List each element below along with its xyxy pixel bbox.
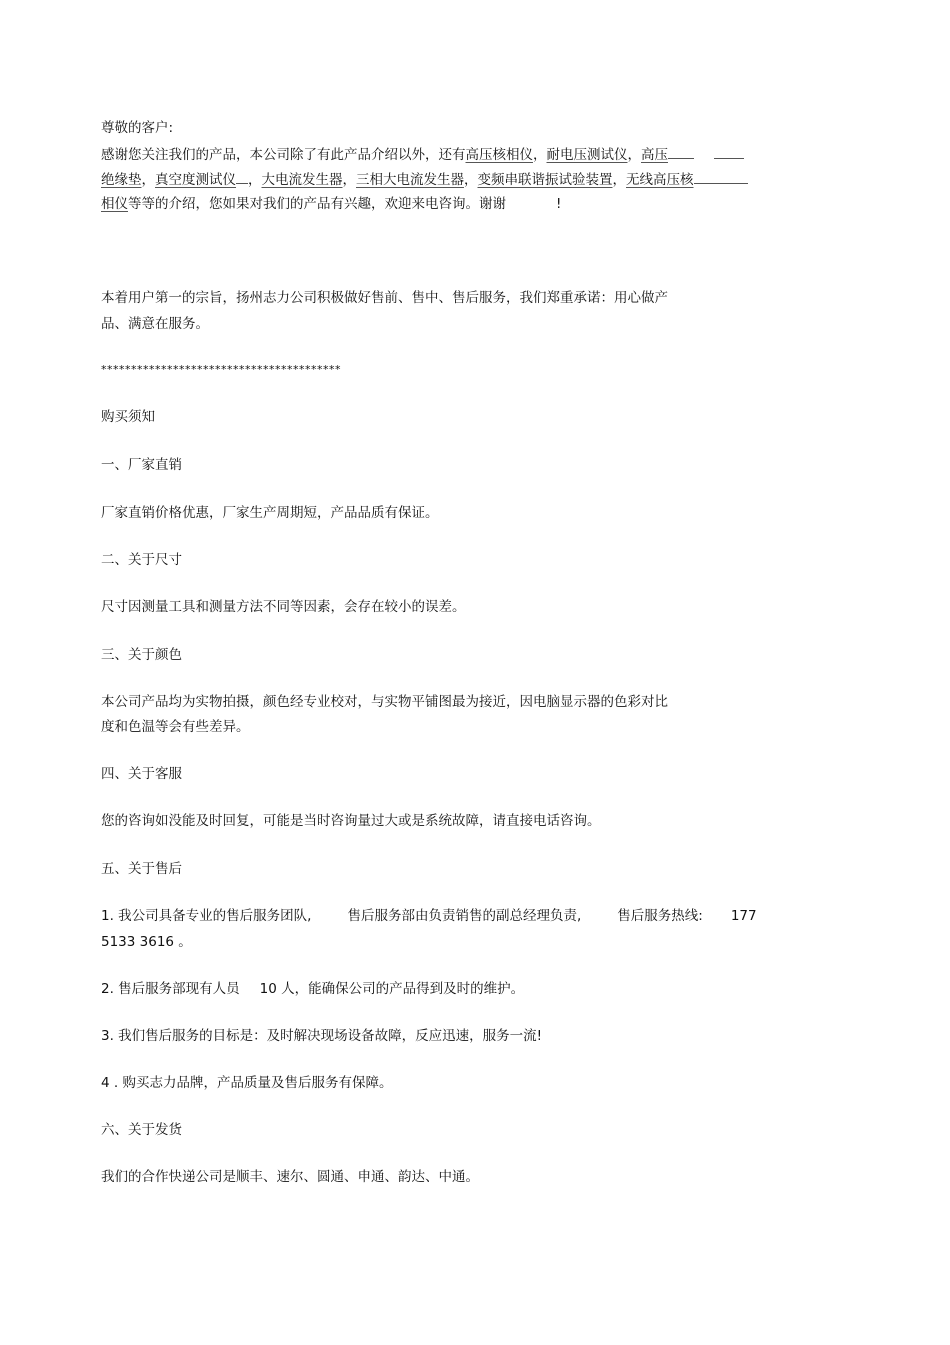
aftersales-item-2 <box>101 979 524 999</box>
section-heading: 六、关于发货 <box>101 1122 182 1138</box>
section-body: 我们的合作快递公司是顺丰、速尔、圆通、申通、韵达、中通。 <box>101 1169 479 1185</box>
aftersales-item-1 <box>101 906 757 926</box>
aftersales-item-4: 4 . 购买志力品牌，产品质量及售后服务有保障。 <box>101 1075 393 1091</box>
blank-underline <box>694 169 748 184</box>
intro-text: 等等的介绍，您如果对我们的产品有兴趣，欢迎来电咨询。谢谢 <box>128 196 506 212</box>
aftersales-text: 售后服务部由负责销售的副总经理负责, <box>347 908 582 924</box>
intro-text: 感谢您关注我们的产品，本公司除了有此产品介绍以外，还有 <box>101 147 466 163</box>
aftersales-text: 10 人，能确保公司的产品得到及时的维护。 <box>259 981 525 997</box>
product-link[interactable]: 耐电压测试仪 <box>546 147 628 163</box>
section-heading: 一、厂家直销 <box>101 457 182 473</box>
product-link[interactable]: 真空度测试仪 <box>155 172 236 188</box>
intro-line-3 <box>101 194 561 214</box>
hotline-number: 177 <box>730 908 757 924</box>
intro-text: ， <box>141 172 155 188</box>
section-body: 本公司产品均为实物拍摄，颜色经专业校对，与实物平铺图最为接近，因电脑显示器的色彩对比 <box>101 694 668 710</box>
section-body: 度和色温等会有些差异。 <box>101 719 250 735</box>
aftersales-item-3: 3. 我们售后服务的目标是：及时解决现场设备故障，反应迅速，服务一流! <box>101 1028 543 1044</box>
intro-text: ! <box>556 196 562 212</box>
intro-text: ， <box>464 172 478 188</box>
product-link[interactable]: 三相大电流发生器 <box>356 172 464 188</box>
blank-underline <box>236 169 248 184</box>
intro-text: ， <box>627 147 641 163</box>
intro-text: ， <box>248 172 262 188</box>
section-body: 厂家直销价格优惠，厂家生产周期短，产品品质有保证。 <box>101 505 439 521</box>
commitment-line-1: 本着用户第一的宗旨，扬州志力公司积极做好售前、售中、售后服务，我们郑重承诺：用心做产 <box>101 290 668 306</box>
product-link[interactable]: 相仪 <box>101 196 128 212</box>
section-heading: 三、关于颜色 <box>101 647 182 663</box>
product-link[interactable]: 大电流发生器 <box>261 172 343 188</box>
aftersales-text: 2. 售后服务部现有人员 <box>101 981 240 997</box>
aftersales-text: 售后服务热线: <box>617 908 703 924</box>
intro-text: ， <box>342 172 356 188</box>
section-heading: 四、关于客服 <box>101 766 182 782</box>
notice-title: 购买须知 <box>101 409 155 425</box>
section-heading: 二、关于尺寸 <box>101 552 182 568</box>
section-body: 您的咨询如没能及时回复，可能是当时咨询量过大或是系统故障，请直接电话咨询。 <box>101 813 601 829</box>
aftersales-text: 1. 我公司具备专业的售后服务团队, <box>101 908 312 924</box>
intro-text: ， <box>533 147 547 163</box>
intro-text: ， <box>612 172 626 188</box>
blank-underline <box>668 144 694 159</box>
greeting: 尊敬的客户: <box>101 120 174 136</box>
product-link[interactable]: 变频串联谐振试验装置 <box>477 172 613 188</box>
blank-underline <box>714 144 744 159</box>
product-link[interactable]: 无线高压核 <box>626 172 694 188</box>
intro-line-2 <box>101 169 748 190</box>
section-heading: 五、关于售后 <box>101 861 182 877</box>
product-link[interactable]: 高压 <box>641 147 668 163</box>
product-link[interactable]: 高压核相仪 <box>465 147 533 163</box>
intro-line-1 <box>101 144 744 165</box>
product-link[interactable]: 绝缘垫 <box>101 172 142 188</box>
commitment-line-2: 品、满意在服务。 <box>101 316 209 332</box>
section-body: 尺寸因测量工具和测量方法不同等因素，会存在较小的误差。 <box>101 599 466 615</box>
aftersales-item-1-cont: 5133 3616 。 <box>101 934 192 950</box>
separator: **************************************** <box>101 363 341 376</box>
